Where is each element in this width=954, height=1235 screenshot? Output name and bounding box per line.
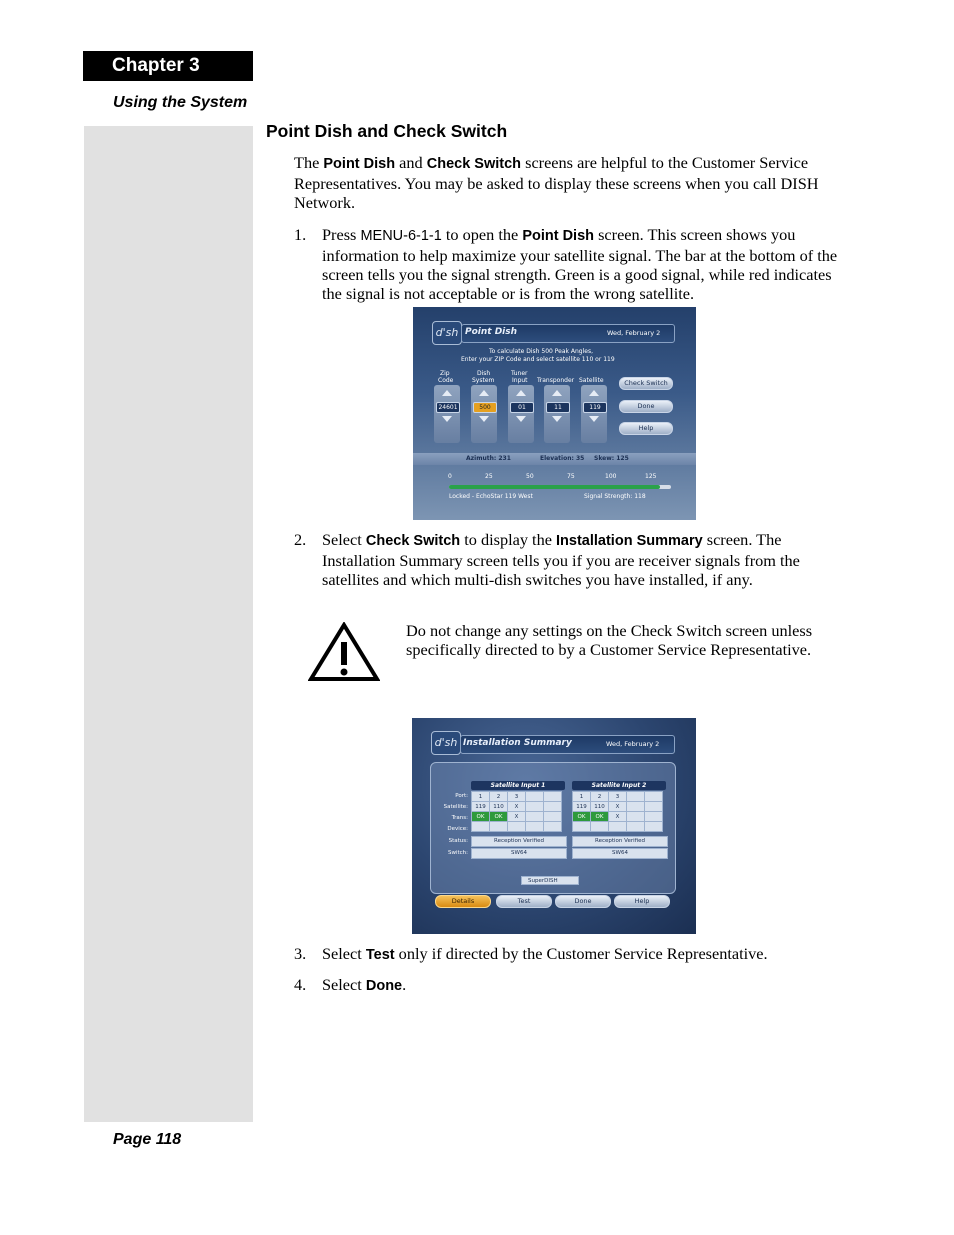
help-button[interactable]: Help xyxy=(619,422,673,435)
sidebar-band xyxy=(84,126,253,1122)
dish-logo: d'sh xyxy=(432,321,462,345)
point-dish-screenshot xyxy=(413,307,696,520)
arrow-up-icon[interactable] xyxy=(516,390,526,396)
screen-title: Installation Summary xyxy=(463,738,572,748)
col-label-zip-1: Zip xyxy=(440,370,450,377)
arrow-down-icon[interactable] xyxy=(552,416,562,422)
row-label-device: Device: xyxy=(447,826,468,832)
satellite-value[interactable]: 119 xyxy=(583,402,607,413)
dish-system-value[interactable]: 500 xyxy=(473,402,497,413)
done-button[interactable]: Done xyxy=(619,400,673,413)
azimuth-readout: Azimuth: 231 xyxy=(466,455,511,462)
arrow-up-icon[interactable] xyxy=(589,390,599,396)
section-label: Using the System xyxy=(113,94,248,111)
zip-value[interactable]: 24601 xyxy=(436,402,460,413)
scale-tick: 0 xyxy=(448,473,452,480)
warning-icon xyxy=(308,622,380,682)
intro-paragraph: The Point Dish and Check Switch screens are helpful to the Customer Service Representatives. You may be asked to display these screens when you call DISH Network. xyxy=(294,153,819,212)
lock-status: Locked - EchoStar 119 West xyxy=(449,493,533,500)
page-number: Page 118 xyxy=(113,1131,182,1148)
status-2: Reception Verified xyxy=(572,836,668,847)
check-switch-button[interactable]: Check Switch xyxy=(619,377,673,390)
arrow-up-icon[interactable] xyxy=(479,390,489,396)
step-3: 3. Select Test only if directed by the Customer Service Representative. xyxy=(294,944,768,963)
screen-title: Point Dish xyxy=(465,327,518,337)
scale-tick: 25 xyxy=(485,473,493,480)
satellite-input-1-header: Satellite Input 1 xyxy=(471,781,565,790)
done-button[interactable]: Done xyxy=(555,895,611,908)
screen-date: Wed, February 2 xyxy=(607,329,661,337)
dish-logo: d'sh xyxy=(431,731,461,755)
screen-date: Wed, February 2 xyxy=(606,740,660,748)
arrow-down-icon[interactable] xyxy=(516,416,526,422)
col-label-tuner-2: Input xyxy=(512,377,528,384)
switch-1: SW64 xyxy=(471,848,567,859)
signal-strength-fill xyxy=(449,485,660,489)
step-4: 4. Select Done. xyxy=(294,975,407,994)
skew-readout: Skew: 125 xyxy=(594,455,629,462)
transponder-value[interactable]: 11 xyxy=(546,402,570,413)
help-button[interactable]: Help xyxy=(614,895,670,908)
satellite-input-2-grid: 1 2 3 119 110 X OK OK X xyxy=(572,791,663,832)
tuner-input-value[interactable]: 01 xyxy=(510,402,534,413)
col-label-transponder: Transponder xyxy=(537,377,575,384)
arrow-up-icon[interactable] xyxy=(442,390,452,396)
scale-tick: 100 xyxy=(605,473,617,480)
arrow-up-icon[interactable] xyxy=(552,390,562,396)
superdish-label: SuperDISH xyxy=(521,876,579,885)
step-1: 1. Press MENU-6-1-1 to open the Point Dish screen. This screen shows you information to help maximize your satellite signal. The bar at the bottom of the screen tells you the signal strength. Green is a good signal, while red indicates the signal is not acceptable or is from the wrong satellite. xyxy=(294,225,838,303)
instruction-line-2: Enter your ZIP Code and select satellite 110 or 119 xyxy=(461,356,615,363)
col-label-dish-1: Dish xyxy=(477,370,491,377)
elevation-readout: Elevation: 35 xyxy=(540,455,585,462)
scale-tick: 125 xyxy=(645,473,657,480)
col-label-tuner-1: Tuner xyxy=(511,370,528,377)
details-button[interactable]: Details xyxy=(435,895,491,908)
warning-text: Do not change any settings on the Check Switch screen unless specifically directed to by a Customer Service Representative. xyxy=(406,621,813,659)
instruction-line-1: To calculate Dish 500 Peak Angles, xyxy=(489,348,594,355)
col-label-satellite: Satellite xyxy=(579,377,604,384)
scale-tick: 50 xyxy=(526,473,534,480)
page-title: Point Dish and Check Switch xyxy=(266,121,508,141)
col-label-zip-2: Code xyxy=(438,377,454,384)
signal-strength-bar xyxy=(449,485,671,489)
col-label-dish-2: System xyxy=(472,377,495,384)
switch-2: SW64 xyxy=(572,848,668,859)
arrow-down-icon[interactable] xyxy=(442,416,452,422)
satellite-input-1-grid: 1 2 3 119 110 X OK OK X xyxy=(471,791,562,832)
status-1: Reception Verified xyxy=(471,836,567,847)
row-label-switch: Switch: xyxy=(447,850,468,856)
row-label-status: Status: xyxy=(448,838,468,844)
row-label-port: Port: xyxy=(455,793,468,799)
step-2: 2. Select Check Switch to display the Installation Summary screen. The Installation Summary screen tells you if you are receiver signals from the satellites and which multi-dish switches you have installed, if any. xyxy=(294,530,800,589)
chapter-tab: Chapter 3 xyxy=(83,51,253,81)
scale-tick: 75 xyxy=(567,473,575,480)
signal-strength-readout: Signal Strength: 118 xyxy=(584,493,646,500)
row-label-satellite: Satellite: xyxy=(443,804,468,810)
installation-summary-screenshot xyxy=(412,718,696,934)
satellite-input-2-header: Satellite Input 2 xyxy=(572,781,666,790)
row-label-trans: Trans: xyxy=(451,815,468,821)
arrow-down-icon[interactable] xyxy=(589,416,599,422)
test-button[interactable]: Test xyxy=(496,895,552,908)
arrow-down-icon[interactable] xyxy=(479,416,489,422)
